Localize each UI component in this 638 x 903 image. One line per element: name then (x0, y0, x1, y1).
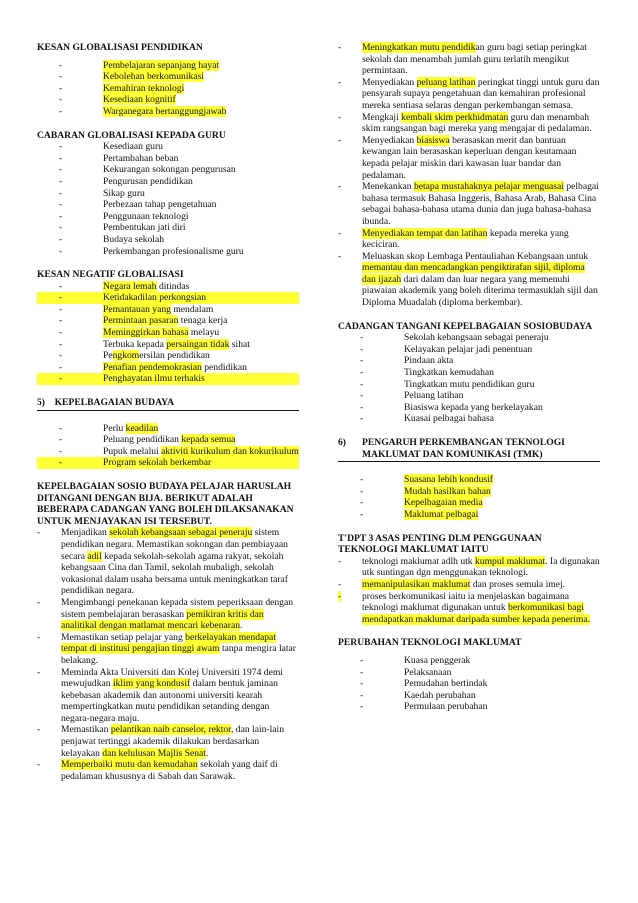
section-heading: KESAN NEGATIF GLOBALISASI (37, 269, 184, 281)
list-item: - Budaya sekolah (59, 233, 165, 245)
list-item: - Pindaan akta (360, 355, 454, 367)
list-item: - Sikap guru (59, 187, 145, 199)
list-item: - Memastikan pelantikan naib canselor, rektor, dan lain-lain penjawat tertinggi akademik dilakukan berdasarkan kelayakan dan kelulusan Majlis Senat. (37, 724, 285, 759)
list-item: - Kekurangan sokongan pengurusan (59, 164, 236, 176)
list-item: - Menyediakan biasiswa berasaskan merit dan bantuan kewangan lain berasaskan keperluan dengan keutamaan kepada pelajar miskin dari kawasan luar bandar dan pedalaman. (338, 134, 577, 181)
list-item: - Menyediakan peluang latihan peringkat tinggi untuk guru dan pensyarah supaya pengetahuan dan kemahiran profesional mereka sentiasa selaras dengan perkembangan semasa. (338, 76, 600, 111)
list-item: - Sekolah kebangsaan sebagai peneraju (360, 332, 549, 344)
list (338, 474, 600, 520)
list-item: - Permulaan perubahan (360, 701, 488, 713)
list-item: - Ketidakadilan perkongsian (37, 292, 299, 304)
list (37, 527, 299, 782)
list-item: - Kesediaan kognitif (59, 94, 176, 106)
list-item: - Meluaskan skop Lembaga Pentauliahan Kebangsaan untuk memantau dan mencadangkan pengiktirafan sijil, diploma dan ijazah dari dalam dan luar negara yang memenuhi piawaian akademik yang boleh diterima termasuklah sijil dan Diploma Muadalah (diploma berkembar). (338, 250, 598, 309)
list-item: - Pembelajaran sepanjang hayat (59, 59, 220, 71)
list-item: - Pemantauan yang mendalam (59, 303, 214, 315)
list (338, 655, 600, 713)
list-item: - proses berkomunikasi iaitu ia menjelaskan bagaimana teknologi maklumat digunakan untuk berkomunikasi bagi mendapatkan maklumat daripada sumber kepada penerima. (338, 590, 591, 625)
list-item: - Permintaan pasaran tenaga kerja (59, 315, 228, 327)
list-item: - Penafian pendemokrasian pendidikan (59, 361, 247, 373)
list-item: - Pelaksanaan (360, 666, 452, 678)
list-item: - Peluang pendidikan kepada semua (59, 434, 236, 446)
list-item: - Meminggirkan bahasa melayu (59, 327, 220, 339)
list-item: - Perlu keadilan (59, 422, 159, 434)
list-item: - Program sekolah berkembar (37, 457, 299, 469)
left-column (37, 42, 299, 782)
list-item: - Menjadikan sekolah kebangsaan sebagai peneraju sistem pendidikan negara. Memastikan sokongan dan pembiayaan secara adil kepada sekolah-sekolah agama rakyat, sekolah kebangsaan Cina dan Tamil, sekolah mubaligh, sekolah vokasional dalam usaha bersama untuk meningkatkan taraf pendidikan negara. (37, 527, 288, 597)
list-item: - Kemahiran teknologi (59, 82, 185, 94)
list-item: - Memastikan setiap pelajar yang berkelayakan mendapat tempat di institusi pengajian tinggi awam tanpa mengira latar belakang. (37, 631, 296, 666)
list-item: - Tingkatkan kemudahan (360, 367, 494, 379)
list-item: - Mengkaji kembali skim perkhidmatan guru dan menambah skim rangsangan bagi mereka yang mengajar di pedalaman. (338, 111, 592, 135)
list-item: - Kesediaan guru (59, 141, 163, 153)
list-item: - Perkembangan profesionalisme guru (59, 245, 244, 257)
list-item: - Pupuk melalui aktiviti kurikulum dan kokurikulum (59, 445, 299, 457)
list-item: - Memperbaiki mutu dan kemudahan sekolah yang daif di pedalaman khususnya di Sabah dan Sarawak. (37, 759, 278, 782)
right-column (338, 42, 600, 713)
list-item: - Peluang latihan (360, 390, 464, 402)
list-item: - Meminda Akta Universiti dan Kolej Universiti 1974 demi mewujudkan iklim yang kondusif dalam bentuk jaminan kebebasan akademik dan autonomi universiti kearah mempertingkatkan mutu pendidikan setanding dengan negara-negara maju. (37, 666, 283, 724)
section-heading: T'DPT 3 ASAS PENTING DLM PENGGUNAAN TEKNOLOGI MAKLUMAT IAITU (338, 532, 542, 556)
list-item: - Penggunaan teknologi (59, 210, 189, 222)
list-item: - Mengimbangi penekanan kepada sistem peperiksaan dengan sistem pembelajaran berasaskan pemikiran kritis dan analitikal dengan matlamat mencari kebenaran. (37, 596, 294, 632)
list-item: - Penghayatan ilmu terhakis (37, 373, 299, 385)
list-item: - Menyediakan tempat dan latihan kepada mereka yang keciciran. (338, 227, 569, 251)
section-heading: KEPELBAGAIAN SOSIO BUDAYA PELAJAR HARUSLAH DITANGANI DENGAN BIJA. BERIKUT ADALAH BEBERAPA CADANGAN YANG BOLEH DILAKSANAKAN UNTUK MENJAYAKAN ISI TERSEBUT. (37, 481, 294, 527)
list-item: - Kuasai pelbagai bahasa (360, 413, 495, 425)
list-item: - Maklumat pelbagai (360, 508, 479, 520)
list (37, 60, 299, 118)
section-heading: PERUBAHAN TEKNOLOGI MAKLUMAT (338, 637, 522, 649)
list-item: - Menekankan betapa mustahaknya pelajar menguasai pelbagai bahasa termasuk Bahasa Inggeris, Bahasa Arab, Bahasa Cina sebagai bahasa-bahasa utama dunia dan juga bahasa-bahasa ibunda. (338, 181, 599, 227)
list-item: - Pertambahan beban (59, 152, 179, 164)
section-heading: CADANGAN TANGANI KEPELBAGAIAN SOSIOBUDAYA (338, 320, 593, 332)
list (338, 42, 600, 309)
list-item: - Pembentukan jati diri (59, 222, 186, 234)
list-item: - Kuasa penggerak (360, 654, 471, 666)
list-item: - Kaedah perubahan (360, 689, 476, 701)
list-item: - Negara lemah ditindas (59, 280, 190, 292)
list (338, 332, 600, 425)
list-item: - Pemudahan bertindak (360, 678, 488, 690)
list (37, 281, 299, 385)
numbered-heading: 6) PENGARUH PERKEMBANGAN TEKNOLOGI MAKLUMAT DAN KOMUNIKASI (TMK) (338, 437, 600, 462)
list-item: - Tingkatkan mutu pendidikan guru (360, 378, 535, 390)
section-heading: KESAN GLOBALISASI PENDIDIKAN (37, 42, 203, 53)
list-item: - Mudah hasilkan bahan (360, 485, 491, 497)
list-item: - Pengurusan pendidikan (59, 175, 193, 187)
list-item: - Perbezaan tahap pengetahuan (59, 199, 217, 211)
list-item: - Kelayakan pelajar jadi penentuan (360, 343, 533, 355)
list-item: - teknologi maklumat adlh utk kumpul maklumat. Ia digunakan utk suntingan dgn menggunakan teknologi. (338, 555, 600, 579)
section-heading: CABARAN GLOBALISASI KEPADA GURU (37, 129, 226, 141)
numbered-heading: 5) KEPELBAGAIAN BUDAYA (37, 397, 299, 411)
list-item: - Warganegara bertanggungjawab (59, 105, 227, 117)
list-item: - Kebolehan berkomunikasi (59, 71, 204, 83)
list-item: - Suasana lebih kondusif (360, 474, 493, 486)
list-item: - memanipulasikan maklumat dan proses semula imej. (338, 578, 566, 590)
list (37, 423, 299, 469)
list (37, 141, 299, 257)
list-item: - Kepelbagaian media (360, 497, 483, 509)
list (338, 556, 600, 626)
list-item: - Biasiswa kepada yang berkelayakan (360, 401, 543, 413)
list-item: - Terbuka kepada persaingan tidak sihat (59, 338, 250, 350)
list-item: - Meningkatkan mutu pendidikan guru bagi setiap peringkat sekolah dan menambah jumlah guru terlatih mengikut permintaan. (338, 42, 587, 77)
list-item: - Pengkomersilan pendidikan (59, 350, 210, 362)
